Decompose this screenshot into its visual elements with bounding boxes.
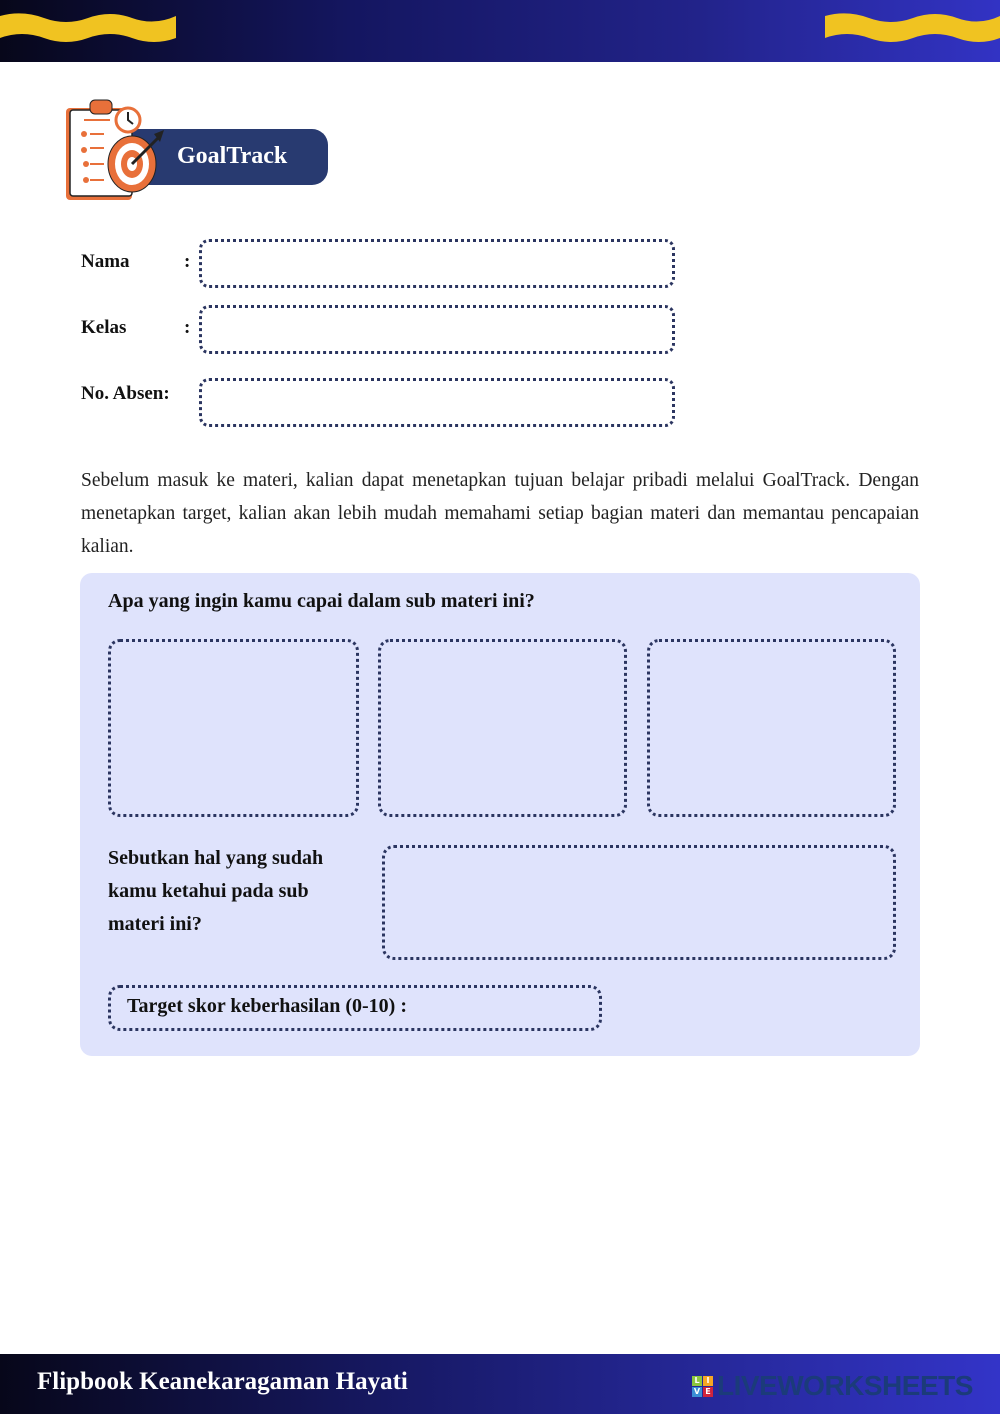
footer-title: Flipbook Keanekaragaman Hayati bbox=[37, 1368, 408, 1395]
liveworksheets-logo bbox=[692, 1370, 973, 1402]
nama-colon: : bbox=[184, 251, 191, 272]
liveworksheets-text: LIVEWORKSHEETS bbox=[717, 1370, 973, 1401]
prior-knowledge-answer[interactable] bbox=[382, 845, 896, 960]
brand-letter: E bbox=[703, 1387, 713, 1397]
header-banner bbox=[0, 0, 1000, 62]
nama-label: Nama bbox=[81, 251, 130, 272]
target-score-label: Target skor keberhasilan (0-10) : bbox=[127, 995, 407, 1017]
nama-field[interactable] bbox=[199, 239, 675, 288]
kelas-label: Kelas bbox=[81, 317, 127, 338]
kelas-colon: : bbox=[184, 317, 191, 338]
target-score-field[interactable] bbox=[108, 985, 602, 1031]
clipboard-target-icon bbox=[62, 98, 172, 204]
kelas-field[interactable] bbox=[199, 305, 675, 354]
prior-knowledge-question: Sebutkan hal yang sudah kamu ketahui pada sub materi ini? bbox=[108, 847, 324, 935]
goal-answer-1[interactable] bbox=[108, 639, 359, 817]
footer-banner bbox=[0, 1354, 1000, 1414]
goal-question: Apa yang ingin kamu capai dalam sub materi ini? bbox=[108, 590, 535, 612]
absen-field[interactable] bbox=[199, 378, 675, 427]
wave-decoration-right bbox=[825, 12, 1000, 46]
goal-answer-2[interactable] bbox=[378, 639, 627, 817]
absen-label: No. Absen: bbox=[81, 383, 170, 404]
brand-letter: V bbox=[693, 1386, 701, 1396]
brand-letter: L bbox=[692, 1376, 702, 1386]
wave-decoration-left bbox=[0, 12, 176, 46]
goal-answer-3[interactable] bbox=[647, 639, 896, 817]
intro-paragraph: Sebelum masuk ke materi, kalian dapat menetapkan tujuan belajar pribadi melalui GoalTrack. Dengan menetapkan target, kalian akan lebih mudah memahami setiap bagian materi dan memantau pencapaian kalian. bbox=[81, 470, 919, 557]
brand-letter: I bbox=[703, 1376, 713, 1386]
liveworksheets-icon bbox=[692, 1376, 713, 1397]
goaltrack-title: GoalTrack bbox=[177, 143, 288, 169]
goal-panel bbox=[80, 573, 920, 1056]
